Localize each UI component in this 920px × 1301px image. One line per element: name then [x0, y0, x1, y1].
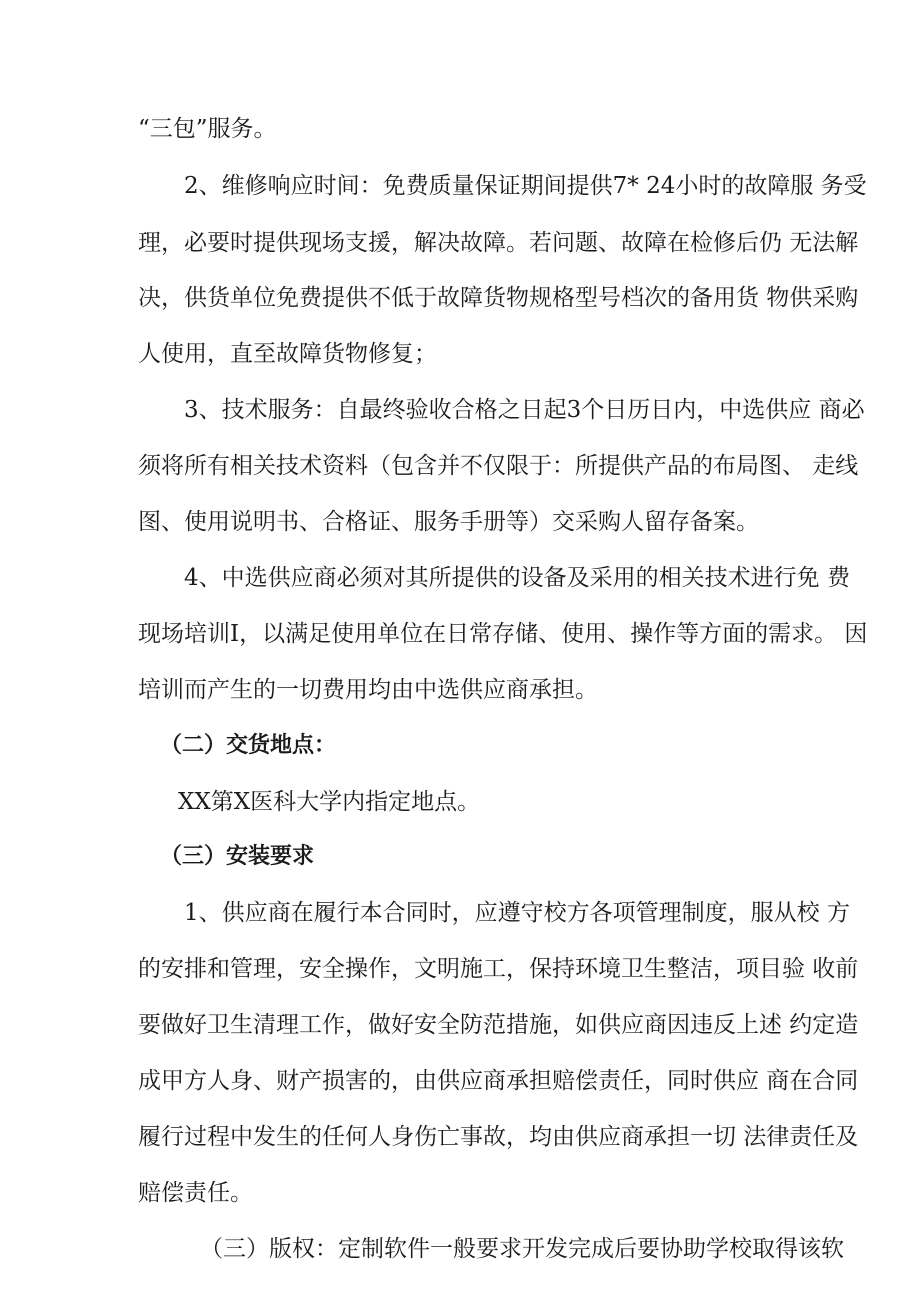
paragraph-line: 的安排和管理，安全操作，文明施工，保持环境卫生整洁，项目验 收前 [138, 956, 859, 982]
paragraph-line: 人使用，直至故障货物修复； [138, 341, 437, 367]
paragraph-line: “三包”服务。 [138, 116, 277, 142]
paragraph-line: XX第X医科大学内指定地点。 [178, 789, 481, 815]
section-heading-installation: （三）安装要求 [160, 844, 315, 869]
paragraph-line: 现场培训I，以满足使用单位在日常存储、使用、操作等方面的需求。 因 [138, 621, 868, 647]
paragraph-line: 图、使用说明书、合格证、服务手册等）交采购人留存备案。 [138, 509, 759, 535]
paragraph-line: 培训而产生的一切费用均由中选供应商承担。 [138, 677, 598, 703]
paragraph-line: 理，必要时提供现场支援，解决故障。若问题、故障在检修后仍 无法解 [138, 230, 859, 256]
paragraph-line: 3、技术服务：自最终验收合格之日起3个日历日内，中选供应 商必 [184, 397, 865, 423]
paragraph-line: 履行过程中发生的任何人身伤亡事故，均由供应商承担一切 法律责任及 [138, 1124, 859, 1150]
paragraph-line: 赔偿责任。 [138, 1180, 253, 1206]
paragraph-line: 要做好卫生清理工作，做好安全防范措施，如供应商因违反上述 约定造 [138, 1012, 859, 1038]
section-heading-delivery: （二）交货地点： [160, 733, 337, 758]
paragraph-line: 1、供应商在履行本合同时，应遵守校方各项管理制度，服从校 方 [184, 900, 850, 926]
paragraph-line: 决，供货单位免费提供不低于故障货物规格型号档次的备用货 物供采购 [138, 285, 859, 311]
paragraph-line: 须将所有相关技术资料（包含并不仅限于：所提供产品的布局图、 走线 [138, 453, 859, 479]
paragraph-line: 成甲方人身、财产损害的，由供应商承担赔偿责任，同时供应 商在合同 [138, 1068, 859, 1094]
paragraph-line: 4、中选供应商必须对其所提供的设备及采用的相关技术进行免 费 [184, 565, 850, 591]
paragraph-line: 2、维修响应时间：免费质量保证期间提供7* 24小时的故障服 务受 [184, 173, 867, 199]
paragraph-line: （三）版权：定制软件一般要求开发完成后要协助学校取得该软 [200, 1236, 844, 1262]
